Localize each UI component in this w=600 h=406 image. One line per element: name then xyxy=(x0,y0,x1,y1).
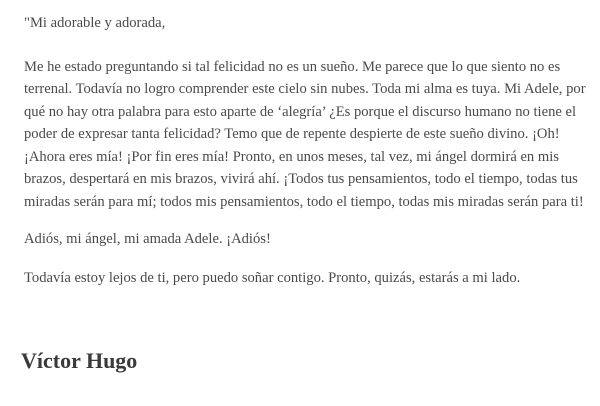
letter-farewell: Adiós, mi ángel, mi amada Adele. ¡Adiós! xyxy=(24,231,271,247)
letter-text xyxy=(24,12,596,289)
letter-salutation: "Mi adorable y adorada, xyxy=(24,15,166,31)
letter-closing: Todavía estoy lejos de ti, pero puedo soñar contigo. Pronto, quizás, estarás a mi lado. xyxy=(24,269,521,286)
letter-body-paragraph: Me he estado preguntando si tal felicidad no es un sueño. Me parece que lo que siento no es terrenal. Todavía no logro comprender este cielo sin nubes. Toda mi alma es tuya. Mi Adele, por qué no hay otra palabra para esto aparte de ‘alegría’ ¿Es porque el discurso humano no tiene el poder de expresar tanta felicidad? Temo que de repente despierte de este sueño divino. ¡Oh! ¡Ahora eres mía! ¡Por fin eres mía! Pronto, en unos meses, tal vez, mi ángel dormirá en mis brazos, despertará en mis brazos, vivirá ahí. ¡Todos tus pensamientos, todo el tiempo, todas tus miradas serán para mí; todos mis pensamientos, todo el tiempo, todas mis miradas serán para ti! xyxy=(24,58,586,210)
author-signature: Víctor Hugo xyxy=(21,348,138,373)
